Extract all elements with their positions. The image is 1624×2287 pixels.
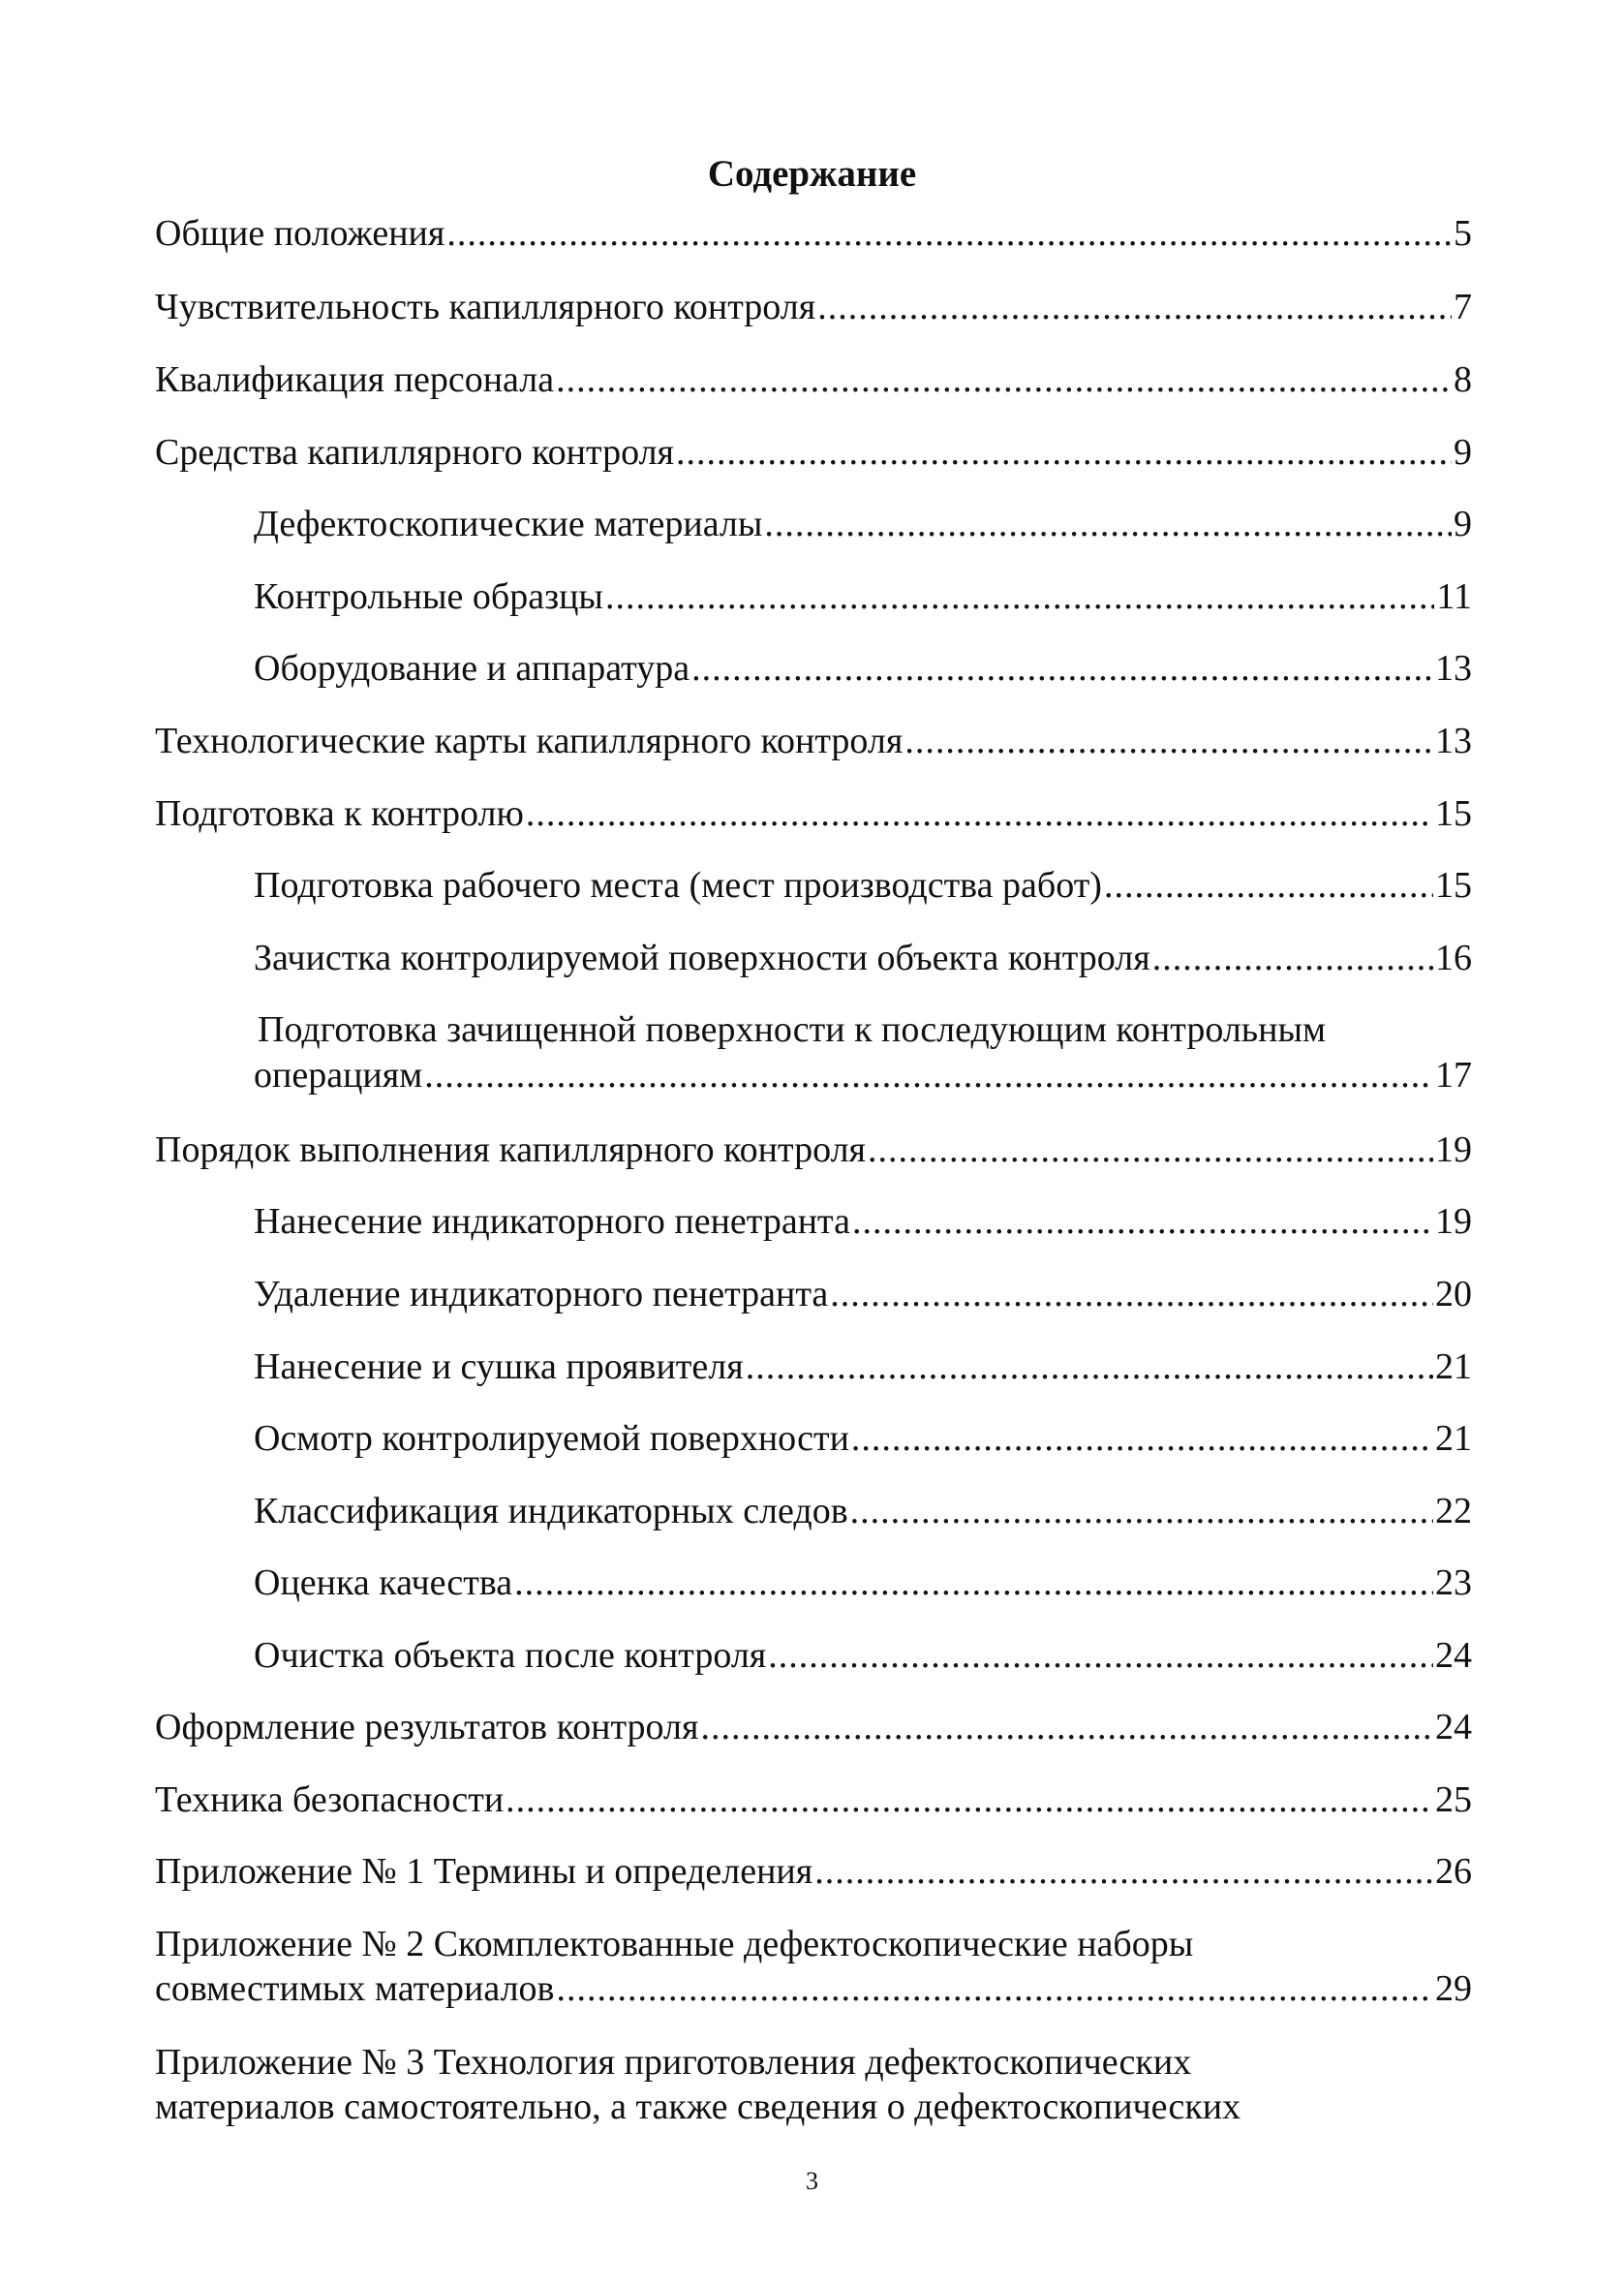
dot-leader	[514, 1564, 1433, 1601]
toc-entry-page: 16	[1435, 938, 1472, 978]
toc-entry-label: Удаление индикаторного пенетранта	[254, 1274, 829, 1314]
dot-leader	[701, 1709, 1433, 1746]
dot-leader	[676, 434, 1452, 471]
toc-entry-page: 24	[1435, 1635, 1472, 1676]
toc-entry-label: Технологические карты капиллярного контроля	[155, 721, 904, 761]
toc-entry-page: 17	[1435, 1055, 1472, 1096]
dot-leader	[526, 795, 1433, 832]
toc-entry-label: Дефектоскопические материалы	[254, 504, 763, 544]
toc-entry-page: 21	[1435, 1346, 1472, 1387]
toc-subentry[interactable]	[254, 578, 1472, 615]
toc-entry-page: 11	[1436, 576, 1472, 617]
toc-entry-label: Приложение № 1 Термины и определения	[155, 1851, 813, 1892]
dot-leader	[768, 1637, 1433, 1674]
toc-entry-page: 19	[1435, 1201, 1472, 1242]
toc-entry-label: операциям	[254, 1055, 423, 1096]
dot-leader	[424, 1057, 1433, 1094]
toc-entry[interactable]	[155, 434, 1472, 471]
page-number: 3	[806, 2167, 818, 2195]
dot-leader	[746, 1348, 1433, 1385]
toc-entry-label: Подготовка рабочего места (мест производства работ)	[254, 865, 1102, 906]
toc-entry[interactable]	[155, 1131, 1472, 1168]
toc-entry-label: Классификация индикаторных следов	[254, 1491, 848, 1531]
toc-entry-label: Очистка объекта после контроля	[254, 1635, 767, 1676]
toc-entry-label-line: Подготовка зачищенной поверхности к последующим контрольным	[258, 1009, 1327, 1050]
dot-leader	[557, 1970, 1434, 2007]
toc-entry-page: 15	[1435, 793, 1472, 834]
toc-entry[interactable]	[155, 289, 1472, 325]
dot-leader	[851, 1420, 1433, 1457]
toc-entry-label: Оценка качества	[254, 1562, 513, 1603]
toc-entry-page: 13	[1435, 721, 1472, 761]
toc-subentry[interactable]	[254, 1348, 1472, 1385]
dot-leader	[814, 1853, 1433, 1890]
toc-entry-page: 21	[1435, 1418, 1472, 1459]
toc-entry-label: Осмотр контролируемой поверхности	[254, 1418, 849, 1459]
toc-entry[interactable]	[155, 723, 1472, 759]
dot-leader	[605, 578, 1434, 615]
toc-entry-label: Порядок выполнения капиллярного контроля	[155, 1129, 867, 1170]
dot-leader	[446, 215, 1452, 252]
dot-leader	[830, 1276, 1433, 1313]
dot-leader	[764, 506, 1452, 542]
toc-entry-label-line: Приложение № 3 Технология приготовления дефектоскопических	[155, 2042, 1192, 2083]
toc-entry-page: 26	[1435, 1851, 1472, 1892]
toc-subentry[interactable]	[254, 1057, 1472, 1094]
toc-entry-label: Оформление результатов контроля	[155, 1707, 699, 1747]
dot-leader	[556, 361, 1452, 398]
toc-subentry[interactable]	[254, 1276, 1472, 1313]
toc-entry[interactable]	[155, 215, 1472, 252]
toc-entry-page: 9	[1454, 504, 1472, 544]
toc-subentry[interactable]	[254, 506, 1472, 542]
dot-leader	[817, 289, 1452, 325]
dot-leader	[904, 723, 1433, 759]
dot-leader	[1104, 867, 1433, 904]
toc-entry-page: 7	[1454, 287, 1472, 327]
toc-subentry[interactable]	[254, 867, 1472, 904]
toc-entry-label: Нанесение индикаторного пенетранта	[254, 1201, 850, 1242]
dot-leader	[691, 650, 1433, 687]
toc-entry-page: 15	[1435, 865, 1472, 906]
toc-entry-page: 25	[1435, 1779, 1472, 1820]
toc-entry-label: Нанесение и сушка проявителя	[254, 1346, 744, 1387]
toc-subentry[interactable]	[254, 1637, 1472, 1674]
toc-entry[interactable]	[155, 1709, 1472, 1746]
dot-leader	[850, 1493, 1433, 1530]
toc-entry-page: 8	[1454, 359, 1472, 400]
toc-entry-label: Зачистка контролируемой поверхности объекта контроля	[254, 938, 1150, 978]
toc-entry-page: 19	[1435, 1129, 1472, 1170]
page-title: Содержание	[707, 153, 917, 195]
toc-entry-page: 20	[1435, 1274, 1472, 1314]
toc-entry-page: 9	[1454, 432, 1472, 473]
dot-leader	[506, 1781, 1433, 1818]
toc-entry-label: Средства капиллярного контроля	[155, 432, 675, 473]
toc-entry[interactable]	[155, 1853, 1472, 1890]
toc-entry-page: 13	[1435, 648, 1472, 689]
toc-entry-label: Оборудование и аппаратура	[254, 648, 690, 689]
toc-entry-page: 5	[1454, 213, 1472, 254]
dot-leader	[1152, 940, 1433, 976]
toc-entry-page: 24	[1435, 1707, 1472, 1747]
toc-entry-label: Чувствительность капиллярного контроля	[155, 287, 816, 327]
toc-entry[interactable]	[155, 1970, 1472, 2007]
toc-subentry[interactable]	[254, 1564, 1472, 1601]
toc-entry-label: Общие положения	[155, 213, 445, 254]
toc-subentry[interactable]	[254, 940, 1472, 976]
toc-entry-label: Техника безопасности	[155, 1779, 505, 1820]
toc-entry-label: Квалификация персонала	[155, 359, 555, 400]
toc-subentry[interactable]	[254, 1203, 1472, 1240]
toc-entry[interactable]	[155, 361, 1472, 398]
toc-subentry[interactable]	[254, 1420, 1472, 1457]
toc-entry[interactable]	[155, 1781, 1472, 1818]
toc-entry-label: Подготовка к контролю	[155, 793, 524, 834]
toc-entry-label: Контрольные образцы	[254, 576, 603, 617]
toc-entry-label: совместимых материалов	[155, 1968, 555, 2009]
dot-leader	[852, 1203, 1433, 1240]
toc-subentry[interactable]	[254, 1493, 1472, 1530]
toc-entry-page: 29	[1435, 1968, 1472, 2009]
toc-entry-page: 22	[1435, 1491, 1472, 1531]
dot-leader	[868, 1131, 1433, 1168]
toc-subentry[interactable]	[254, 650, 1472, 687]
toc-entry[interactable]	[155, 795, 1472, 832]
toc-entry-label-line: материалов самостоятельно, а также сведения о дефектоскопических	[155, 2086, 1241, 2127]
toc-entry-page: 23	[1435, 1562, 1472, 1603]
toc-entry-label-line: Приложение № 2 Скомплектованные дефектоскопические наборы	[155, 1924, 1194, 1964]
